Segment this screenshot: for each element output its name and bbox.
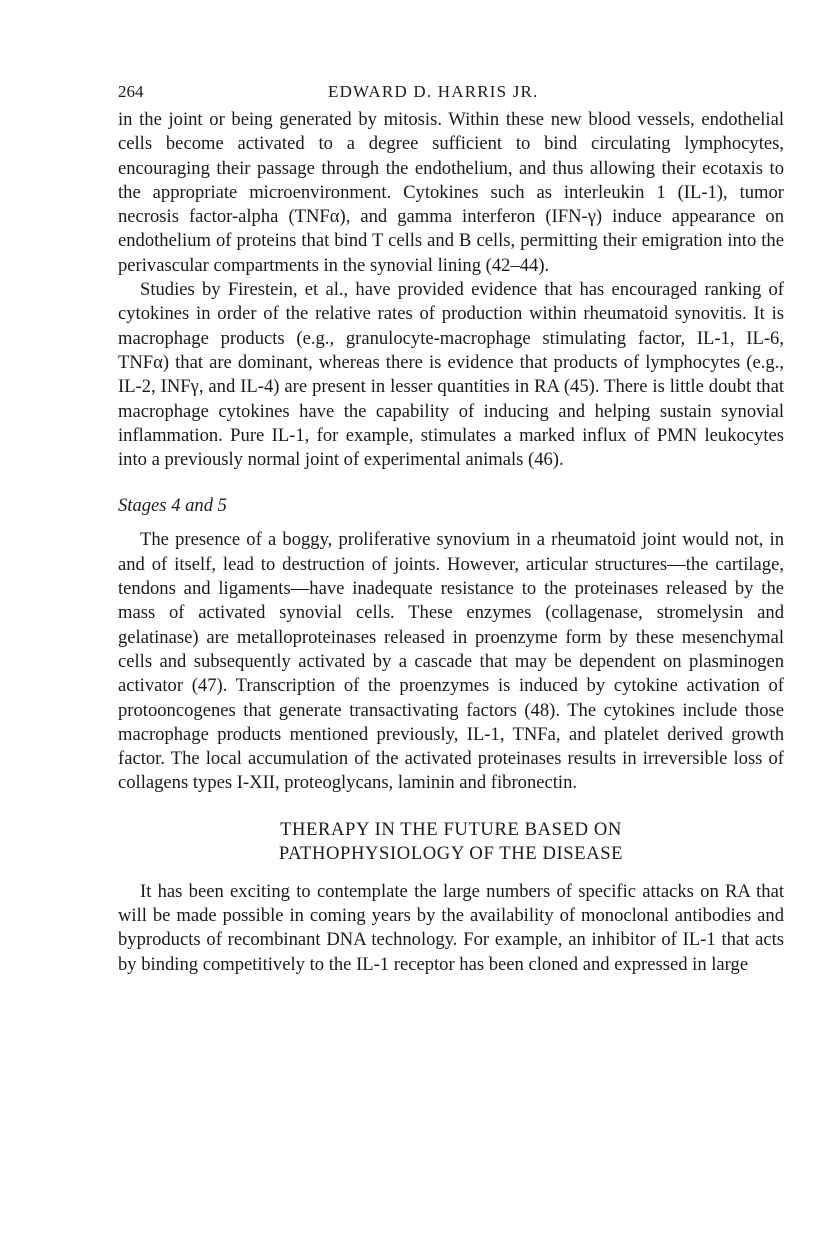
subsection-heading: Stages 4 and 5 bbox=[118, 495, 227, 517]
running-head bbox=[118, 78, 784, 106]
running-head-author: EDWARD D. HARRIS JR. bbox=[328, 82, 539, 101]
section-heading-line-2: PATHOPHYSIOLOGY OF THE DISEASE bbox=[278, 842, 624, 864]
section-heading bbox=[118, 818, 784, 866]
body-paragraph-3: The presence of a boggy, proliferative synovium in a rheumatoid joint would not, in and of itself, lead to destruction of joints. However, articular structures—the cartilage, tendons and ligaments—have inadequate resistance to the proteinases released by the mass of activated synovial cells. These enzymes (collagenase, stromelysin and gelatinase) are metalloproteinases released in proenzyme form by these mesenchymal cells and subsequently activated by a cascade that may be dependent on plasminogen activator (47). Transcription of the proenzymes is induced by cytokine activation of protooncogenes that generate transactivating factors (48). The cytokines include those macrophage products mentioned previously, IL-1, TNFa, and platelet derived growth factor. The local accumulation of the activated proteinases results in irreversible loss of collagens types I-XII, proteoglycans, laminin and fibronectin. bbox=[118, 529, 784, 794]
body-paragraph-2: Studies by Firestein, et al., have provided evidence that has encouraged ranking of cytokines in order of the relative rates of production within rheumatoid synovitis. It is macrophage products (e.g., granulocyte-macrophage stimulating factor, IL-1, IL-6, TNFα) that are dominant, whereas there is evidence that products of lymphocytes (e.g., IL-2, INFγ, and IL-4) are present in lesser quantities in RA (45). There is little doubt that macrophage cytokines have the capability of inducing and helping sustain synovial inflammation. Pure IL-1, for example, stimulates a marked influx of PMN leukocytes into a previously normal joint of experimental animals (46). bbox=[118, 279, 784, 471]
journal-page bbox=[118, 78, 784, 977]
section-heading-line-1: THERAPY IN THE FUTURE BASED ON bbox=[280, 818, 622, 840]
body-paragraph-4: It has been exciting to contemplate the large numbers of specific attacks on RA that will be made possible in coming years by the availability of monoclonal antibodies and byproducts of recombinant DNA technology. For example, an inhibitor of IL-1 that acts by binding competitively to the IL-1 receptor has been cloned and expressed in large bbox=[118, 880, 784, 975]
body-paragraph-1: in the joint or being generated by mitosis. Within these new blood vessels, endothelial cells become activated to a degree sufficient to bind circulating lymphocytes, encouraging their passage through the endothelium, and thus allowing their ecotaxis to the appropriate microenvironment. Cytokines such as interleukin 1 (IL-1), tumor necrosis factor-alpha (TNFα), and gamma interferon (IFN-γ) induce appearance on endothelium of proteins that bind T cells and B cells, permitting their emigration into the perivascular compartments in the synovial lining (42–44). bbox=[118, 109, 784, 276]
page-number: 264 bbox=[118, 82, 144, 101]
